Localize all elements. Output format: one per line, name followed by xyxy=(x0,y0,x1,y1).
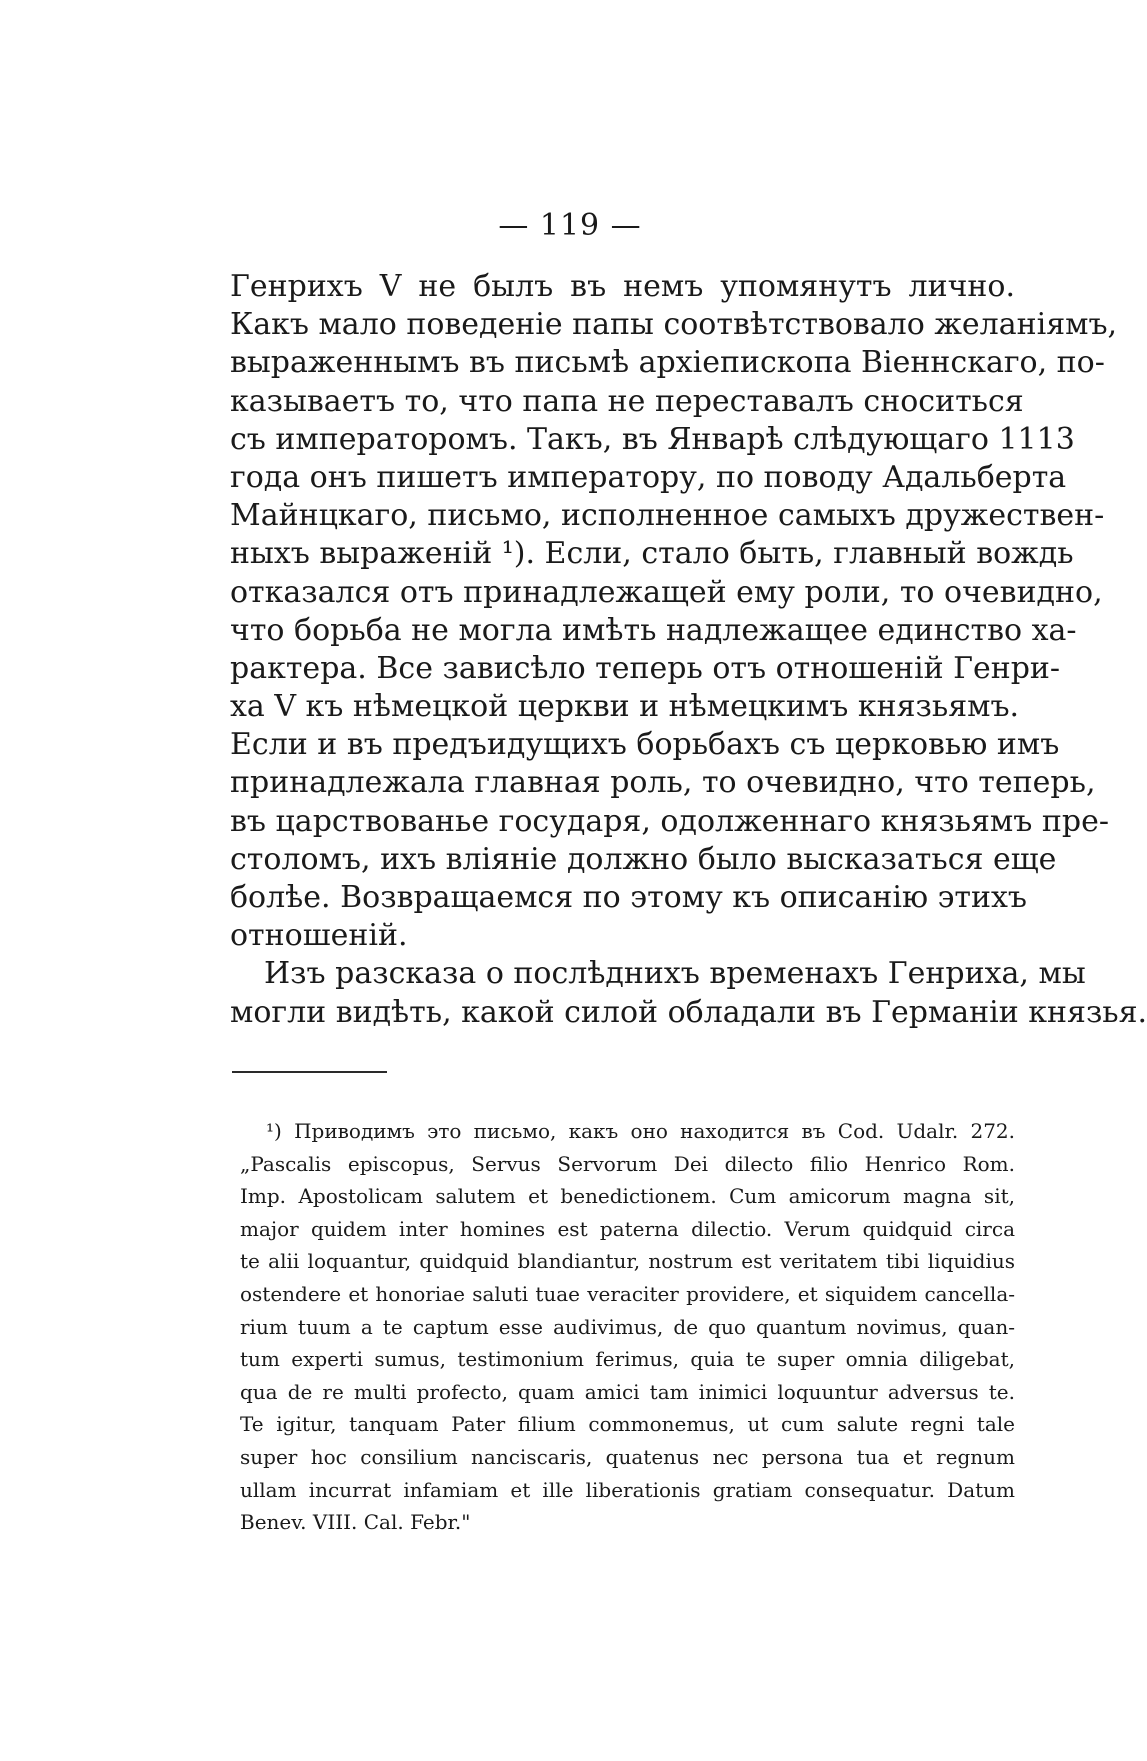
footnote-line: Benev. VIII. Cal. Febr." xyxy=(240,1510,471,1535)
footnote-line: „Pascalis episcopus, Servus Servorum Dei dilecto filio Henrico Rom. xyxy=(240,1151,1015,1176)
footnote-line: super hoc consilium nanciscaris, quatenus nec persona tua et regnum xyxy=(240,1444,1015,1469)
footnote-line: qua de re multi profecto, quam amici tam inimici loquuntur adversus te. xyxy=(240,1379,1015,1404)
footnote-block xyxy=(240,1115,1015,1539)
text-line: въ царствованье государя, одолженнаго князьямъ пре- xyxy=(230,803,1109,839)
text-line: Генрихъ V не былъ въ немъ упомянутъ лично. xyxy=(230,269,1015,304)
main-text-block xyxy=(230,268,1147,1032)
text-line: ха V къ нѣмецкой церкви и нѣмецкимъ князьямъ. xyxy=(230,689,1020,725)
text-line: столомъ, ихъ вліяніе должно было высказаться еще xyxy=(230,841,1057,877)
page-number: — 119 — xyxy=(498,208,642,243)
text-line: что борьба не могла имѣть надлежащее единство ха- xyxy=(230,612,1077,648)
footnote-line: major quidem inter homines est paterna dilectio. Verum quidquid circa xyxy=(240,1216,1015,1241)
footnote-divider xyxy=(232,1071,387,1073)
text-line: болѣе. Возвращаемся по этому къ описанію этихъ xyxy=(230,880,1028,915)
footnote-line: ullam incurrat infamiam et ille liberationis gratiam consequatur. Datum xyxy=(240,1477,1015,1502)
footnote-line: rium tuum a te captum esse audivimus, de quo quantum novimus, quan- xyxy=(240,1314,1015,1339)
text-line: Если и въ предъидущихъ борьбахъ съ церковью имъ xyxy=(230,727,1060,763)
text-line: могли видѣть, какой силой обладали въ Германіи князья. xyxy=(230,994,1147,1030)
text-line: Майнцкаго, письмо, исполненное самыхъ дружествен- xyxy=(230,498,1105,534)
text-line: рактера. Все зависѣло теперь отъ отношеній Генри- xyxy=(230,650,1061,686)
footnote-line: Te igitur, tanquam Pater filium commonemus, ut cum salute regni tale xyxy=(240,1412,1015,1437)
footnote-line: ostendere et honoriae saluti tuae veraciter providere, et siquidem cancella- xyxy=(240,1281,1015,1306)
text-line: ныхъ выраженій ¹). Если, стало быть, главный вождь xyxy=(230,536,1074,572)
footnote-line: te alii loquantur, quidquid blandiantur, nostrum est veritatem tibi liquidius xyxy=(240,1249,1015,1274)
footnote-line: tum experti sumus, testimonium ferimus, quia te super omnia diligebat, xyxy=(240,1347,1015,1372)
text-line: отказался отъ принадлежащей ему роли, то очевидно, xyxy=(230,574,1103,610)
text-line: казываетъ то, что папа не переставалъ сноситься xyxy=(230,383,1024,419)
text-line: года онъ пишетъ императору, по поводу Адальберта xyxy=(230,459,1067,495)
footnote-line: ¹) Приводимъ это письмо, какъ оно находится въ Cod. Udalr. 272. xyxy=(266,1119,1015,1143)
text-line: выраженнымъ въ письмѣ архіепископа Віеннскаго, по- xyxy=(230,345,1105,381)
text-line: принадлежала главная роль, то очевидно, что теперь, xyxy=(230,765,1096,801)
text-line: Какъ мало поведеніе папы соотвѣтствовало желаніямъ, xyxy=(230,307,1118,343)
text-line: Изъ разсказа о послѣднихъ временахъ Генриха, мы xyxy=(264,956,1086,992)
text-line: съ императоромъ. Такъ, въ Январѣ слѣдующаго 1113 xyxy=(230,421,1075,457)
footnote-line: Imp. Apostolicam salutem et benedictionem. Cum amicorum magna sit, xyxy=(240,1184,1015,1209)
text-line: отношеній. xyxy=(230,918,408,954)
